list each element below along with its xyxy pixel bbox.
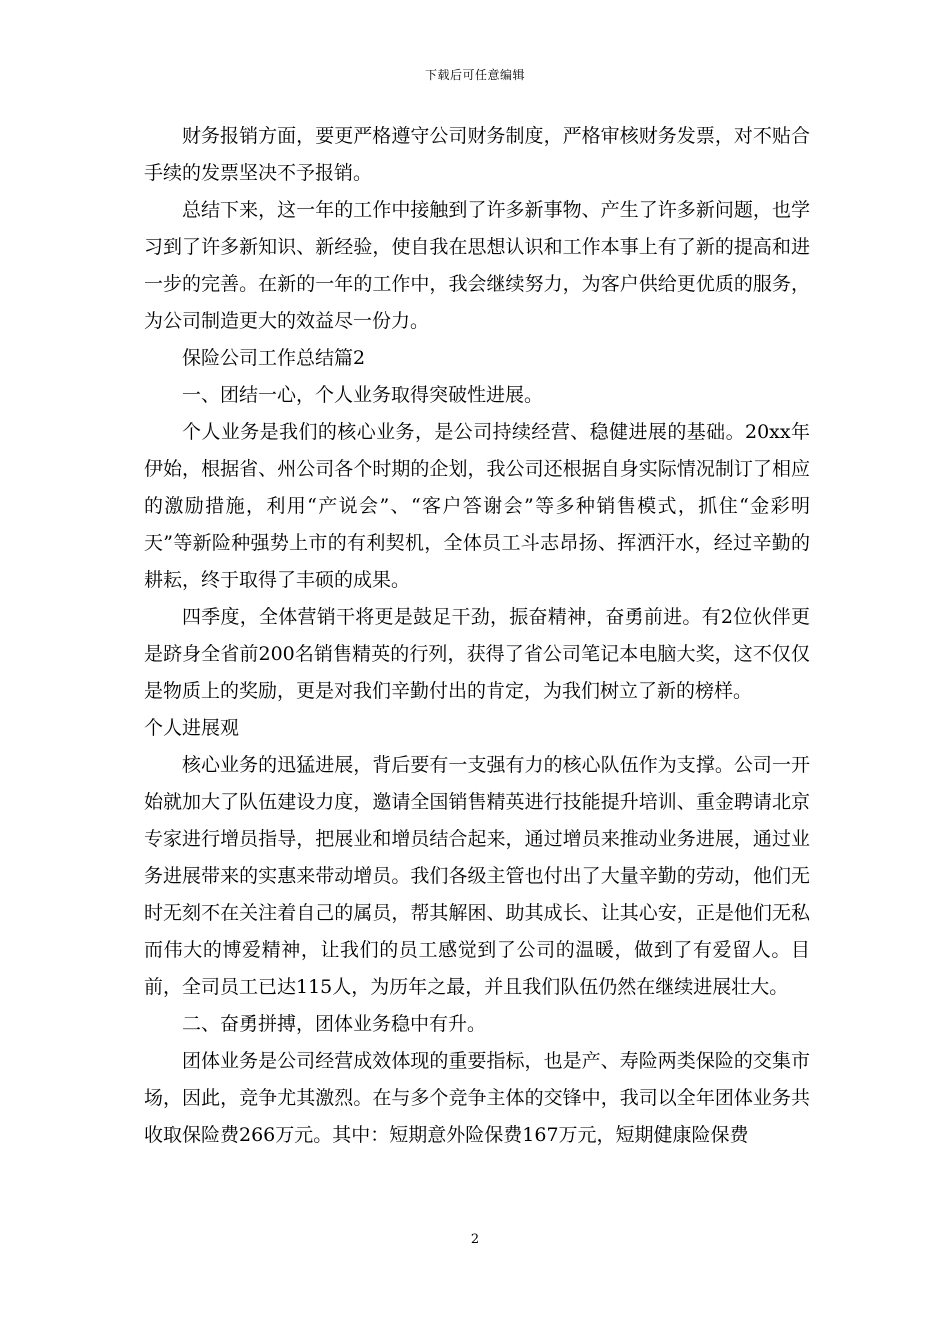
subheading-personal-development: 个人进展观 (144, 717, 240, 739)
paragraph-group-business: 团体业务是公司经营成效体现的重要指标，也是产、寿险两类保险的交集市场，因此，竞争尤其激烈。在与多个竞争主体的交锋中，我司以全年团体业务共收取保险费266万元。其中：短期意外险保费167万元，短期健康险保费 (144, 1050, 810, 1146)
paragraph-reimbursement: 财务报销方面，要更严格遵守公司财务制度，严格审核财务发票，对不贴合手续的发票坚决不予报销。 (144, 125, 810, 184)
heading-group-business: 二、奋勇拼搏，团体业务稳中有升。 (182, 1013, 487, 1035)
paragraph-personal-business: 个人业务是我们的核心业务，是公司持续经营、稳健进展的基础。20xx年伊始，根据省、州公司各个时期的企划，我公司还根据自身实际情况制订了相应的激励措施，利用“产说会”、“客户答谢会”等多种销售模式，抓住“金彩明天”等新险种强势上市的有利契机，全体员工斗志昂扬、挥洒汗水，经过辛勤的耕耘，终于取得了丰硕的成果。 (144, 421, 810, 591)
paragraph-summary: 总结下来，这一年的工作中接触到了许多新事物、产生了许多新问题，也学习到了许多新知识、新经验，使自我在思想认识和工作本事上有了新的提高和进一步的完善。在新的一年的工作中，我会继续努力，为客户供给更优质的服务，为公司制造更大的效益尽一份力。 (144, 199, 810, 332)
page-header: 下载后可任意编辑 (424, 68, 525, 82)
paragraph-q4: 四季度，全体营销干将更是鼓足干劲，振奋精神，奋勇前进。有2位伙伴更是跻身全省前200名销售精英的行列，获得了省公司笔记本电脑大奖，这不仅仅是物质上的奖励，更是对我们辛勤付出的肯定，为我们树立了新的榜样。 (144, 606, 810, 702)
section-title: 保险公司工作总结篇2 (182, 347, 366, 369)
heading-unity: 一、团结一心，个人业务取得突破性进展。 (182, 384, 544, 406)
page-number: 2 (470, 1232, 480, 1247)
paragraph-core-team: 核心业务的迅猛进展，背后要有一支强有力的核心队伍作为支撑。公司一开始就加大了队伍建设力度，邀请全国销售精英进行技能提升培训、重金聘请北京专家进行增员指导，把展业和增员结合起来，通过增员来推动业务进展，通过业务进展带来的实惠来带动增员。我们各级主管也付出了大量辛勤的劳动，他们无时无刻不在关注着自己的属员，帮其解困、助其成长、让其心安，正是他们无私而伟大的博爱精神，让我们的员工感觉到了公司的温暖，做到了有爱留人。目前，全司员工已达115人，为历年之最，并且我们队伍仍然在继续进展壮大。 (144, 754, 810, 998)
document-body (144, 118, 810, 1154)
